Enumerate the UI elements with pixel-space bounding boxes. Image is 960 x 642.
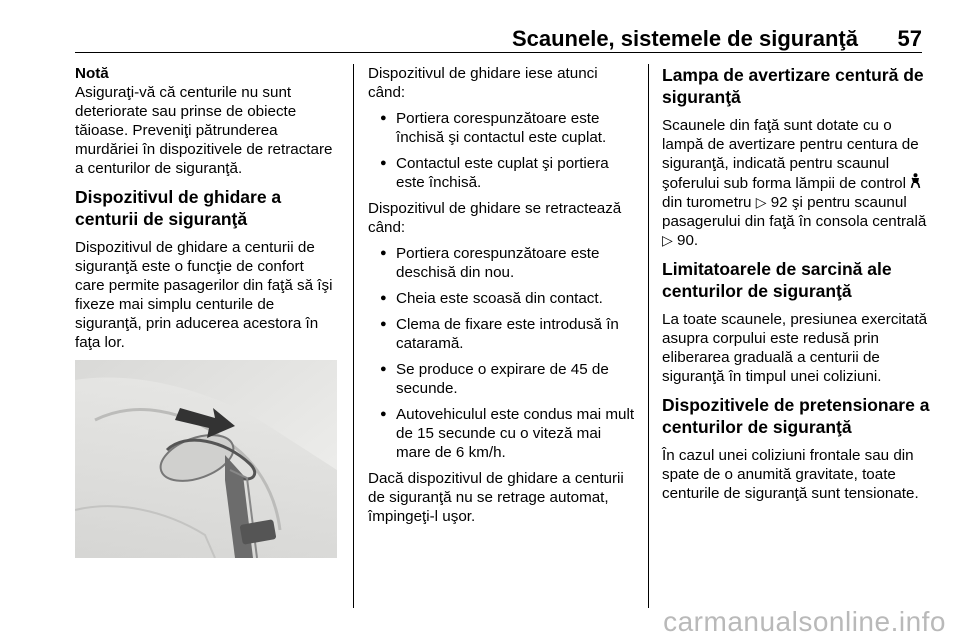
warning-lamp-text-c: şi pentru scaunul pasagerului din faţă în consola centrală <box>662 194 927 230</box>
list-item: ● Autovehiculul este condus mai mult de 15 secunde cu o viteză mai mare de 6 km/h. <box>368 405 636 462</box>
page-reference-2[interactable]: 90. <box>677 232 699 249</box>
belt-guide-illustration <box>75 360 337 558</box>
page-reference-1[interactable]: 92 <box>770 194 788 211</box>
watermark: carmanualsonline.info <box>663 606 946 637</box>
warning-lamp-text-a: Scaunele din faţă sunt dotate cu o lampă de avertizare pentru centura de siguranţă, indicată pentru scaunul şoferului sub forma lămpii de control <box>662 117 919 192</box>
extend-intro: Dispozitivul de ghidare iese atunci când: <box>368 65 598 101</box>
note-box <box>75 64 337 178</box>
section-heading-pretensioners: Dispozitivele de pretensionare a centurilor de siguranţă <box>662 395 930 437</box>
list-item: ● Portiera corespunzătoare este închisă şi contactul este cuplat. <box>368 109 636 147</box>
list-item: ● Portiera corespunzătoare este deschisă din nou. <box>368 244 636 282</box>
retract-conditions-list <box>368 244 636 462</box>
extend-conditions-list <box>368 109 636 192</box>
list-item: ● Clema de fixare este introdusă în cataramă. <box>368 315 636 353</box>
column-divider <box>648 64 649 608</box>
column-1 <box>75 64 337 359</box>
note-text: Asiguraţi-vă că centurile nu sunt deteriorate sau prinse de obiecte tăioase. Preveniţi pătrunderea murdăriei în dispozitivele de retractare a centurilor de siguranţă. <box>75 84 333 177</box>
warning-lamp-text-b: din turometru <box>662 194 752 211</box>
section-heading-load-limiters: Limitatoarele de sarcină ale centurilor de siguranţă <box>662 259 892 301</box>
section-heading-belt-guide: Dispozitivul de ghidare a centurii de siguranţă <box>75 187 282 229</box>
column-divider <box>353 64 354 608</box>
section-heading-warning-lamp: Lampa de avertizare centură de siguranţă <box>662 65 924 107</box>
retract-intro: Dispozitivul de ghidare se retractează când: <box>368 200 622 236</box>
section-text-load-limiters: La toate scaunele, presiunea exercitată asupra corpului este redusă prin eliberarea graduală a centurii de siguranţă în timpul unei coliziuni. <box>662 311 928 385</box>
seatbelt-icon <box>910 173 921 193</box>
section-text-warning-lamp <box>662 116 932 250</box>
closing-text: Dacă dispozitivul de ghidare a centurii de siguranţă nu se retrage automat, împingeţi-l uşor. <box>368 470 624 525</box>
list-item: ● Contactul este cuplat şi portiera este închisă. <box>368 154 636 192</box>
column-3 <box>662 64 932 510</box>
belt-guide-image <box>75 360 337 558</box>
page-title: Scaunele, sistemele de siguranţă <box>511 26 858 51</box>
page-reference-arrow-icon: ▷ <box>662 232 673 248</box>
section-text-belt-guide: Dispozitivul de ghidare a centurii de siguranţă este o funcţie de confort care permite pasagerilor din faţă să îşi fixeze mai simplu centurile de siguranţă, prin aducerea acestora în faţa lor. <box>75 239 333 351</box>
list-item: ● Se produce o expirare de 45 de secunde. <box>368 360 636 398</box>
section-text-pretensioners: În cazul unei coliziuni frontale sau din spate de o anumită gravitate, toate centurile de siguranţă sunt tensionate. <box>662 447 919 502</box>
note-title: Notă <box>75 65 109 82</box>
page-number: 57 <box>897 26 922 51</box>
page-header <box>75 26 922 53</box>
column-2 <box>368 64 636 533</box>
page-reference-arrow-icon: ▷ <box>755 194 767 210</box>
list-item: ● Cheia este scoasă din contact. <box>368 289 636 308</box>
